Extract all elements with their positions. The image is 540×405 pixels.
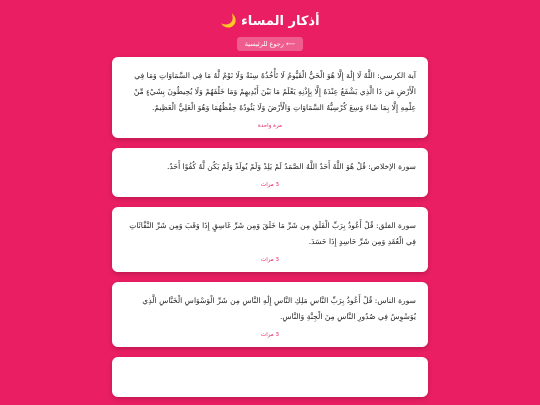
zikr-card-ayat-al-kursi[interactable] bbox=[112, 57, 428, 138]
zikr-card-next[interactable] bbox=[112, 357, 428, 397]
zikr-text: آية الكرسي: اللَّهُ لَا إِلَٰهَ إِلَّا هُوَ الْحَيُّ الْقَيُّومُ لَا تَأْخُذُهُ سِنَةٌ وَلَا نَوْمٌ لَّهُ مَا فِي السَّمَاوَاتِ وَمَا فِي الْأَرْضِ مَن ذَا الَّذِي يَشْفَعُ عِنْدَهُ إِلَّا بِإِذْنِهِ يَعْلَمُ مَا بَيْنَ أَيْدِيهِمْ وَمَا خَلْفَهُمْ وَلَا يُحِيطُونَ بِشَيْءٍ مِّنْ عِلْمِهِ إِلَّا بِمَا شَاءَ وَسِعَ كُرْسِيُّهُ السَّمَاوَاتِ وَالْأَرْضَ وَلَا يَئُودُهُ حِفْظُهُمَا وَهُوَ الْعَلِيُّ الْعَظِيمُ. bbox=[133, 71, 416, 112]
zikr-count: 3 مرات bbox=[261, 257, 279, 263]
back-to-home-button[interactable]: ⟵ رجوع للرئيسية bbox=[237, 37, 304, 51]
zikr-text: سورة الفلق: قُلْ أَعُوذُ بِرَبِّ الْفَلَقِ مِن شَرِّ مَا خَلَقَ وَمِن شَرِّ غَاسِقٍ إِذَا وَقَبَ وَمِن شَرِّ النَّفَّاثَاتِ فِي الْعُقَدِ وَمِن شَرِّ حَاسِدٍ إِذَا حَسَدَ. bbox=[129, 221, 416, 246]
zikr-count: 3 مرات bbox=[261, 332, 279, 338]
page-title: أذكار المساء 🌙 bbox=[220, 14, 320, 29]
azkar-list bbox=[112, 57, 428, 405]
zikr-card-falaq[interactable] bbox=[112, 207, 428, 272]
zikr-text: سورة الناس: قُلْ أَعُوذُ بِرَبِّ النَّاسِ مَلِكِ النَّاسِ إِلَٰهِ النَّاسِ مِن شَرِّ الْوَسْوَاسِ الْخَنَّاسِ الَّذِي يُوَسْوِسُ فِي صُدُورِ النَّاسِ مِنَ الْجِنَّةِ وَالنَّاسِ. bbox=[142, 296, 416, 321]
zikr-count: 3 مرات bbox=[261, 182, 279, 188]
header bbox=[0, 0, 540, 51]
zikr-card-nas[interactable] bbox=[112, 282, 428, 347]
zikr-card-ikhlas[interactable] bbox=[112, 148, 428, 197]
zikr-text: سورة الإخلاص: قُلْ هُوَ اللَّهُ أَحَدٌ اللَّهُ الصَّمَدُ لَمْ يَلِدْ وَلَمْ يُولَدْ وَلَمْ يَكُن لَّهُ كُفُوًا أَحَدٌ. bbox=[166, 162, 416, 171]
zikr-count: مرة واحدة bbox=[258, 123, 282, 129]
